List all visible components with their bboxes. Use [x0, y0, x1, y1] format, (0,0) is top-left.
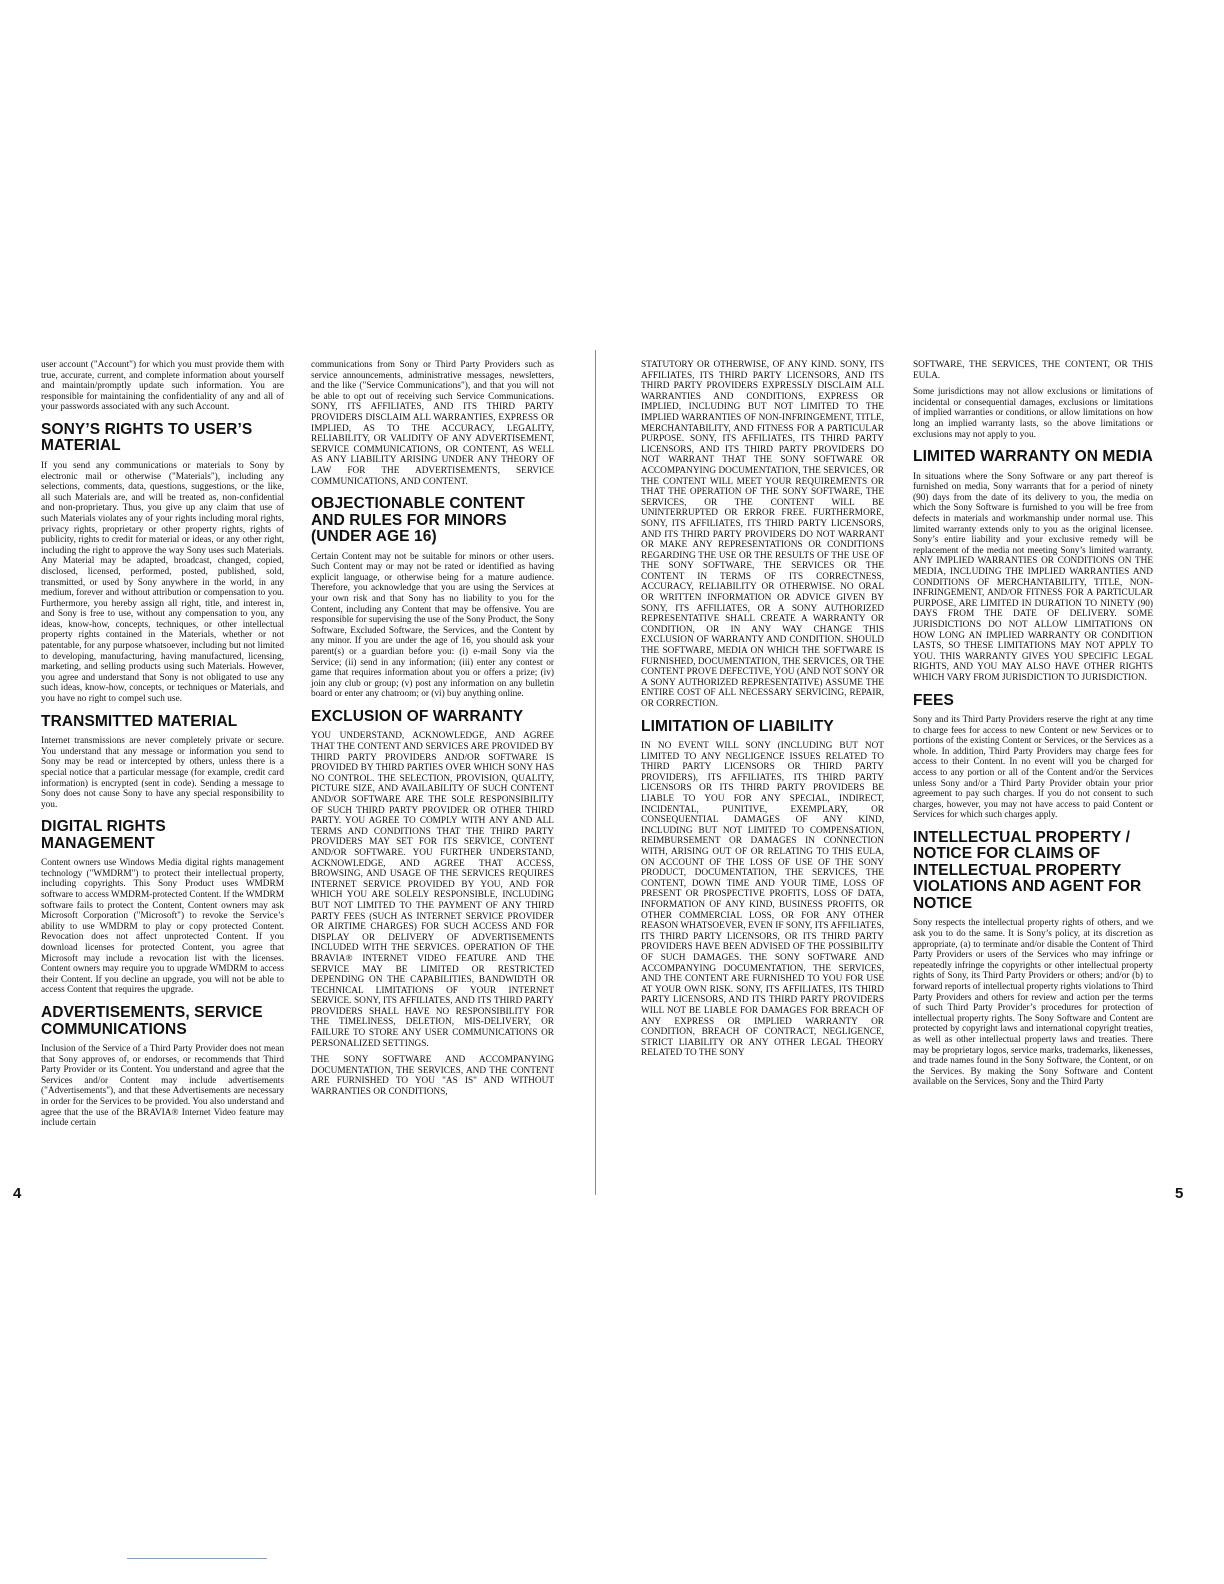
- section-heading: ADVERTISEMENTS, SERVICE COMMUNICATIONS: [41, 1004, 263, 1038]
- section-heading: INTELLECTUAL PROPERTY / NOTICE FOR CLAIMS OF INTELLECTUAL PROPERTY VIOLATIONS AND AGENT FOR NOTICE: [913, 828, 1142, 912]
- paragraph: user account ("Account") for which you must provide them with true, accurate, current, and complete information about yourself and maintain/promptly update such information. You are responsible for maintaining the confidentiality of any and all of your passwords associated with any such Account.: [41, 360, 284, 413]
- section-heading: EXCLUSION OF WARRANTY: [311, 707, 524, 725]
- section-heading: SONY’S RIGHTS TO USER’S MATERIAL: [41, 420, 253, 455]
- paragraph: Internet transmissions are never completely private or secure. You understand that any message or information you send to Sony may be read or intercepted by others, unless there is a special notice that a particular message (for example, credit card information) is encrypted (sent in code). Sending a message to Sony does not cause Sony to have any special responsibility to you.: [41, 736, 284, 810]
- paragraph: SOFTWARE, THE SERVICES, THE CONTENT, OR THIS EULA.: [913, 360, 1153, 381]
- column-3: [641, 360, 884, 1065]
- page-number-right: 5: [1175, 1185, 1184, 1202]
- column-1: [41, 360, 284, 1135]
- paragraph: STATUTORY OR OTHERWISE, OF ANY KIND. SONY, ITS AFFILIATES, ITS THIRD PARTY LICENSORS, AND ITS THIRD PARTY PROVIDERS EXPRESSLY DISCLAIM ALL WARRANTIES AND CONDITIONS, EXPRESS OR IMPLIED, INCLUDING BUT NOT LIMITED TO THE IMPLIED WARRANTIES OF NON-INFRINGEMENT, TITLE, MERCHANTABILITY, AND FITNESS FOR A PARTICULAR PURPOSE. SONY, ITS AFFILIATES, ITS THIRD PARTY LICENSORS, AND ITS THIRD PARTY PROVIDERS DO NOT WARRANT THAT THE SONY SOFTWARE OR ACCOMPANYING DOCUMENTATION, THE SERVICES, OR THE CONTENT WILL MEET YOUR REQUIREMENTS OR THAT THE OPERATION OF THE SONY SOFTWARE, THE SERVICES, OR THE CONTENT WILL BE UNINTERRUPTED OR ERROR FREE. FURTHERMORE, SONY, ITS AFFILIATES, ITS THIRD PARTY LICENSORS, AND ITS THIRD PARTY PROVIDERS DO NOT WARRANT OR MAKE ANY REPRESENTATIONS OR CONDITIONS REGARDING THE USE OR THE RESULTS OF THE USE OF THE SONY SOFTWARE, THE SERVICES OR THE CONTENT IN TERMS OF ITS CORRECTNESS, ACCURACY, RELIABILITY OR OTHERWISE. NO ORAL OR WRITTEN INFORMATION OR ADVICE GIVEN BY SONY, ITS AFFILIATES, OR A SONY AUTHORIZED REPRESENTATIVE SHALL CREATE A WARRANTY OR CONDITION, OR IN ANY WAY CHANGE THIS EXCLUSION OF WARRANTY AND CONDITION. SHOULD THE SOFTWARE, MEDIA ON WHICH THE SOFTWARE IS FURNISHED, DOCUMENTATION, THE SERVICES, OR THE CONTENT PROVE DEFECTIVE, YOU (AND NOT SONY OR A SONY AUTHORIZED REPRESENTATIVE) ASSUME THE ENTIRE COST OF ALL NECESSARY SERVICING, REPAIR, OR CORRECTION.: [641, 360, 884, 709]
- page-number-left: 4: [13, 1185, 22, 1202]
- scan-artifact-rule: [127, 1558, 267, 1559]
- section-heading: FEES: [913, 691, 954, 709]
- column-4: [913, 360, 1153, 1094]
- section-heading: TRANSMITTED MATERIAL: [41, 712, 238, 730]
- section-heading: LIMITATION OF LIABILITY: [641, 717, 834, 735]
- paragraph: In situations where the Sony Software or any part thereof is furnished on media, Sony warrants that for a period of ninety (90) days from the date of its delivery to you, the media on which the Sony Software is furnished to you will be free from defects in materials and workmanship under normal use. This limited warranty extends only to you as the original licensee. Sony’s entire liability and your exclusive remedy will be replacement of the media not meeting Sony’s limited warranty. ANY IMPLIED WARRANTIES OR CONDITIONS ON THE MEDIA, INCLUDING THE IMPLIED WARRANTIES AND CONDITIONS OF MERCHANTABILITY, TITLE, NON-INFRINGEMENT, AND/OR FITNESS FOR A PARTICULAR PURPOSE, ARE LIMITED IN DURATION TO NINETY (90) DAYS FROM THE DATE OF DELIVERY. SOME JURISDICTIONS DO NOT ALLOW LIMITATIONS ON HOW LONG AN IMPLIED WARRANTY OR CONDITION LASTS, SO THESE LIMITATIONS MAY NOT APPLY TO YOU. THIS WARRANTY GIVES YOU SPECIFIC LEGAL RIGHTS, AND YOU MAY ALSO HAVE OTHER RIGHTS WHICH VARY FROM JURISDICTION TO JURISDICTION.: [913, 471, 1153, 683]
- paragraph: Sony and its Third Party Providers reserve the right at any time to charge fees for access to new Content or new Services or to portions of the existing Content or Services, or the Services as a whole. In addition, Third Party Providers may charge fees for access to their Content. In no event will you be charged for access to any portion or all of the Content and/or the Services unless Sony and/or a Third Party Provider obtain your prior agreement to pay such charges. If you do not consent to such charges, however, you may not have access to paid Content or Services for which such charges apply.: [913, 715, 1153, 821]
- paragraph: Content owners use Windows Media digital rights management technology ("WMDRM") to protect their intellectual property, including copyrights. This Sony Product uses WMDRM software to access WMDRM-protected Content. If the WMDRM software fails to protect the Content, Content owners may ask Microsoft Corporation ("Microsoft") to revoke the Service’s ability to use WMDRM to play or copy protected Content. Revocation does not affect unprotected Content. If you download licenses for protected Content, you agree that Microsoft may include a revocation list with the licenses. Content owners may require you to upgrade WMDRM to access their Content. If you decline an upgrade, you will not be able to access Content that requires the upgrade.: [41, 858, 284, 996]
- section-heading: LIMITED WARRANTY ON MEDIA: [913, 448, 1153, 466]
- section-heading: OBJECTIONABLE CONTENT AND RULES FOR MINORS (UNDER AGE 16): [311, 495, 525, 546]
- paragraph: Inclusion of the Service of a Third Party Provider does not mean that Sony approves of, or endorses, or recommends that Third Party Provider or its Content. You understand and agree that the Services and/or Content may include advertisements ("Advertisements"), and that these Advertisements are necessary in order for the Services to be provided. You also understand and agree that the use of the BRAVIA® Internet Video feature may include certain: [41, 1044, 284, 1129]
- paragraph: YOU UNDERSTAND, ACKNOWLEDGE, AND AGREE THAT THE CONTENT AND SERVICES ARE PROVIDED BY THIRD PARTY PROVIDERS AND/OR SOFTWARE IS PROVIDED BY THIRD PARTIES OVER WHICH SONY HAS NO CONTROL. THE SELECTION, PROVISION, QUALITY, PICTURE SIZE, AND AVAILABILITY OF SUCH CONTENT AND/OR SOFTWARE ARE THE SOLE RESPONSIBILITY OF SUCH THIRD PARTY PROVIDER OR OTHER THIRD PARTY. YOU AGREE TO COMPLY WITH ANY AND ALL TERMS AND CONDITIONS THAT THE THIRD PARTY PROVIDERS MAY SET FOR ITS SERVICE, CONTENT AND/OR SOFTWARE. YOU FURTHER UNDERSTAND, ACKNOWLEDGE, AND AGREE THAT ACCESS, BROWSING, AND USAGE OF THE SERVICES REQUIRES INTERNET SERVICE PROVIDED BY YOU, AND FOR WHICH YOU ARE SOLELY RESPONSIBLE, INCLUDING BUT NOT LIMITED TO THE PAYMENT OF ANY THIRD PARTY FEES (SUCH AS INTERNET SERVICE PROVIDER OR AIRTIME CHARGES) FOR SUCH ACCESS AND FOR DISPLAY OR DELIVERY OF ADVERTISEMENTS INCLUDED WITH THE SERVICES. OPERATION OF THE BRAVIA® INTERNET VIDEO FEATURE AND THE SERVICE MAY BE LIMITED OR RESTRICTED DEPENDING ON THE CAPABILITIES, BANDWIDTH OR TECHNICAL LIMITATIONS OF YOUR INTERNET SERVICE. SONY, ITS AFFILIATES, AND ITS THIRD PARTY PROVIDERS SHALL HAVE NO RESPONSIBILITY FOR THE TIMELINESS, DELETION, MIS-DELIVERY, OR FAILURE TO STORE ANY USER COMMUNICATIONS OR PERSONALIZED SETTINGS.: [311, 731, 554, 1049]
- section-heading: DIGITAL RIGHTS MANAGEMENT: [41, 818, 166, 852]
- paragraph: communications from Sony or Third Party Providers such as service announcements, administrative messages, newsletters, and the like ("Service Communications"), and that you will not be able to opt out of receiving such Service Communications. SONY, ITS AFFILIATES, AND ITS THIRD PARTY PROVIDERS DISCLAIM ALL WARRANTIES, EXPRESS OR IMPLIED, AS TO THE ACCURACY, LEGALITY, RELIABILITY, OR VALIDITY OF ANY ADVERTISEMENT, SERVICE COMMUNICATIONS, OR CONTENT, AS WELL AS ANY LIABILITY ARISING UNDER ANY THEORY OF LAW FOR THE ADVERTISEMENTS, SERVICE COMMUNICATIONS, AND CONTENT.: [311, 360, 554, 487]
- paragraph: THE SONY SOFTWARE AND ACCOMPANYING DOCUMENTATION, THE SERVICES, AND THE CONTENT ARE FURNISHED TO YOU "AS IS" AND WITHOUT WARRANTIES OR CONDITIONS,: [311, 1055, 554, 1098]
- paragraph: Certain Content may not be suitable for minors or other users. Such Content may or may not be rated or identified as having explicit language, or otherwise being for a mature audience. Therefore, you acknowledge that you are using the Services at your own risk and that Sony has no liability to you for the Content, including any Content that may be offensive. You are responsible for supervising the use of the Sony Product, the Sony Software, Excluded Software, the Services, and the Content by any minor. If you are under the age of 16, you should ask your parent(s) or a guardian before you: (i) e-mail Sony via the Service; (ii) send in any information; (iii) enter any contest or game that requires information about you or offers a prize; (iv) join any club or group; (v) post any information on any bulletin board or enter any chatroom; or (vi) buy anything online.: [311, 551, 554, 700]
- paragraph: Sony respects the intellectual property rights of others, and we ask you to do the same. It is Sony’s policy, at its discretion as appropriate, (a) to terminate and/or disable the Content of Third Party Providers or users of the Services who may infringe or repeatedly infringe the copyrights or other intellectual property rights of Sony, its Third Party Providers or others; and/or (b) to forward reports of intellectual property rights violations to Third Party Providers and others for review and action per the terms of such Third Party Provider’s procedures for protection of intellectual property rights. The Sony Software and Content are protected by copyright laws and international copyright treaties, as well as other intellectual property laws and treaties. There may be proprietary logos, service marks, trademarks, likenesses, and trade names found in the Sony Software, the Content, or on the Services. By making the Sony Software and Content available on the Services, Sony and the Third Party: [913, 918, 1153, 1088]
- paragraph: Some jurisdictions may not allow exclusions or limitations of incidental or consequential damages, exclusions or limitations of implied warranties or conditions, or allow limitations on how long an implied warranty lasts, so the above limitations or exclusions may not apply to you.: [913, 387, 1153, 440]
- paragraph: If you send any communications or materials to Sony by electronic mail or otherwise ("Materials"), including any selections, comments, data, questions, suggestions, or the like, all such Materials are, and will be treated as, non-confidential and non-proprietary. Thus, you give up any claim that use of such Materials violates any of your rights including moral rights, privacy rights, proprietary or other property rights, rights of publicity, rights to credit for material or ideas, or any other right, including the right to approve the way Sony uses such Materials. Any Material may be adapted, broadcast, changed, copied, disclosed, licensed, performed, posted, published, sold, transmitted, or used by Sony anywhere in the world, in any medium, forever and without attribution or compensation to you. Furthermore, you hereby assign all right, title, and interest in, and Sony is free to use, without any compensation to you, any ideas, know-how, concepts, techniques, or other intellectual property rights contained in the Materials, whether or not patentable, for any purpose whatsoever, including but not limited to developing, manufacturing, having manufactured, licensing, marketing, and selling products using such Materials. However, you agree and understand that Sony is not obligated to use any such ideas, know-how, concepts, or techniques or Materials, and you have no right to compel such use.: [41, 460, 284, 705]
- paragraph: IN NO EVENT WILL SONY (INCLUDING BUT NOT LIMITED TO ANY NEGLIGENCE ISSUES RELATED TO THIRD PARTY LICENSORS OR THIRD PARTY PROVIDERS), ITS AFFILIATES, ITS THIRD PARTY LICENSORS OR ITS THIRD PARTY PROVIDERS BE LIABLE TO YOU FOR ANY SPECIAL, INDIRECT, INCIDENTAL, PUNITIVE, EXEMPLARY, OR CONSEQUENTIAL DAMAGES OF ANY KIND, INCLUDING BUT NOT LIMITED TO COMPENSATION, REIMBURSEMENT OR DAMAGES IN CONNECTION WITH, ARISING OUT OF OR RELATING TO THIS EULA, ON ACCOUNT OF THE LOSS OF USE OF THE SONY PRODUCT, DOCUMENTATION, THE SERVICES, THE CONTENT, DOWN TIME AND YOUR TIME, LOSS OF PRESENT OR PROSPECTIVE PROFITS, LOSS OF DATA, INFORMATION OF ANY KIND, BUSINESS PROFITS, OR OTHER COMMERCIAL LOSS, OR FOR ANY OTHER REASON WHATSOEVER, EVEN IF SONY, ITS AFFILIATES, ITS THIRD PARTY LICENSORS, OR ITS THIRD PARTY PROVIDERS HAVE BEEN ADVISED OF THE POSSIBILITY OF SUCH DAMAGES. THE SONY SOFTWARE AND ACCOMPANYING DOCUMENTATION, THE SERVICES, AND THE CONTENT ARE FURNISHED TO YOU FOR USE AT YOUR OWN RISK. SONY, ITS AFFILIATES, ITS THIRD PARTY LICENSORS, AND ITS THIRD PARTY PROVIDERS WILL NOT BE LIABLE FOR DAMAGES FOR BREACH OF ANY EXPRESS OR IMPLIED WARRANTY OR CONDITION, BREACH OF CONTRACT, NEGLIGENCE, STRICT LIABILITY OR ANY OTHER LEGAL THEORY RELATED TO THE SONY: [641, 741, 884, 1059]
- column-2: [311, 360, 554, 1104]
- page-fold-divider: [595, 350, 596, 1195]
